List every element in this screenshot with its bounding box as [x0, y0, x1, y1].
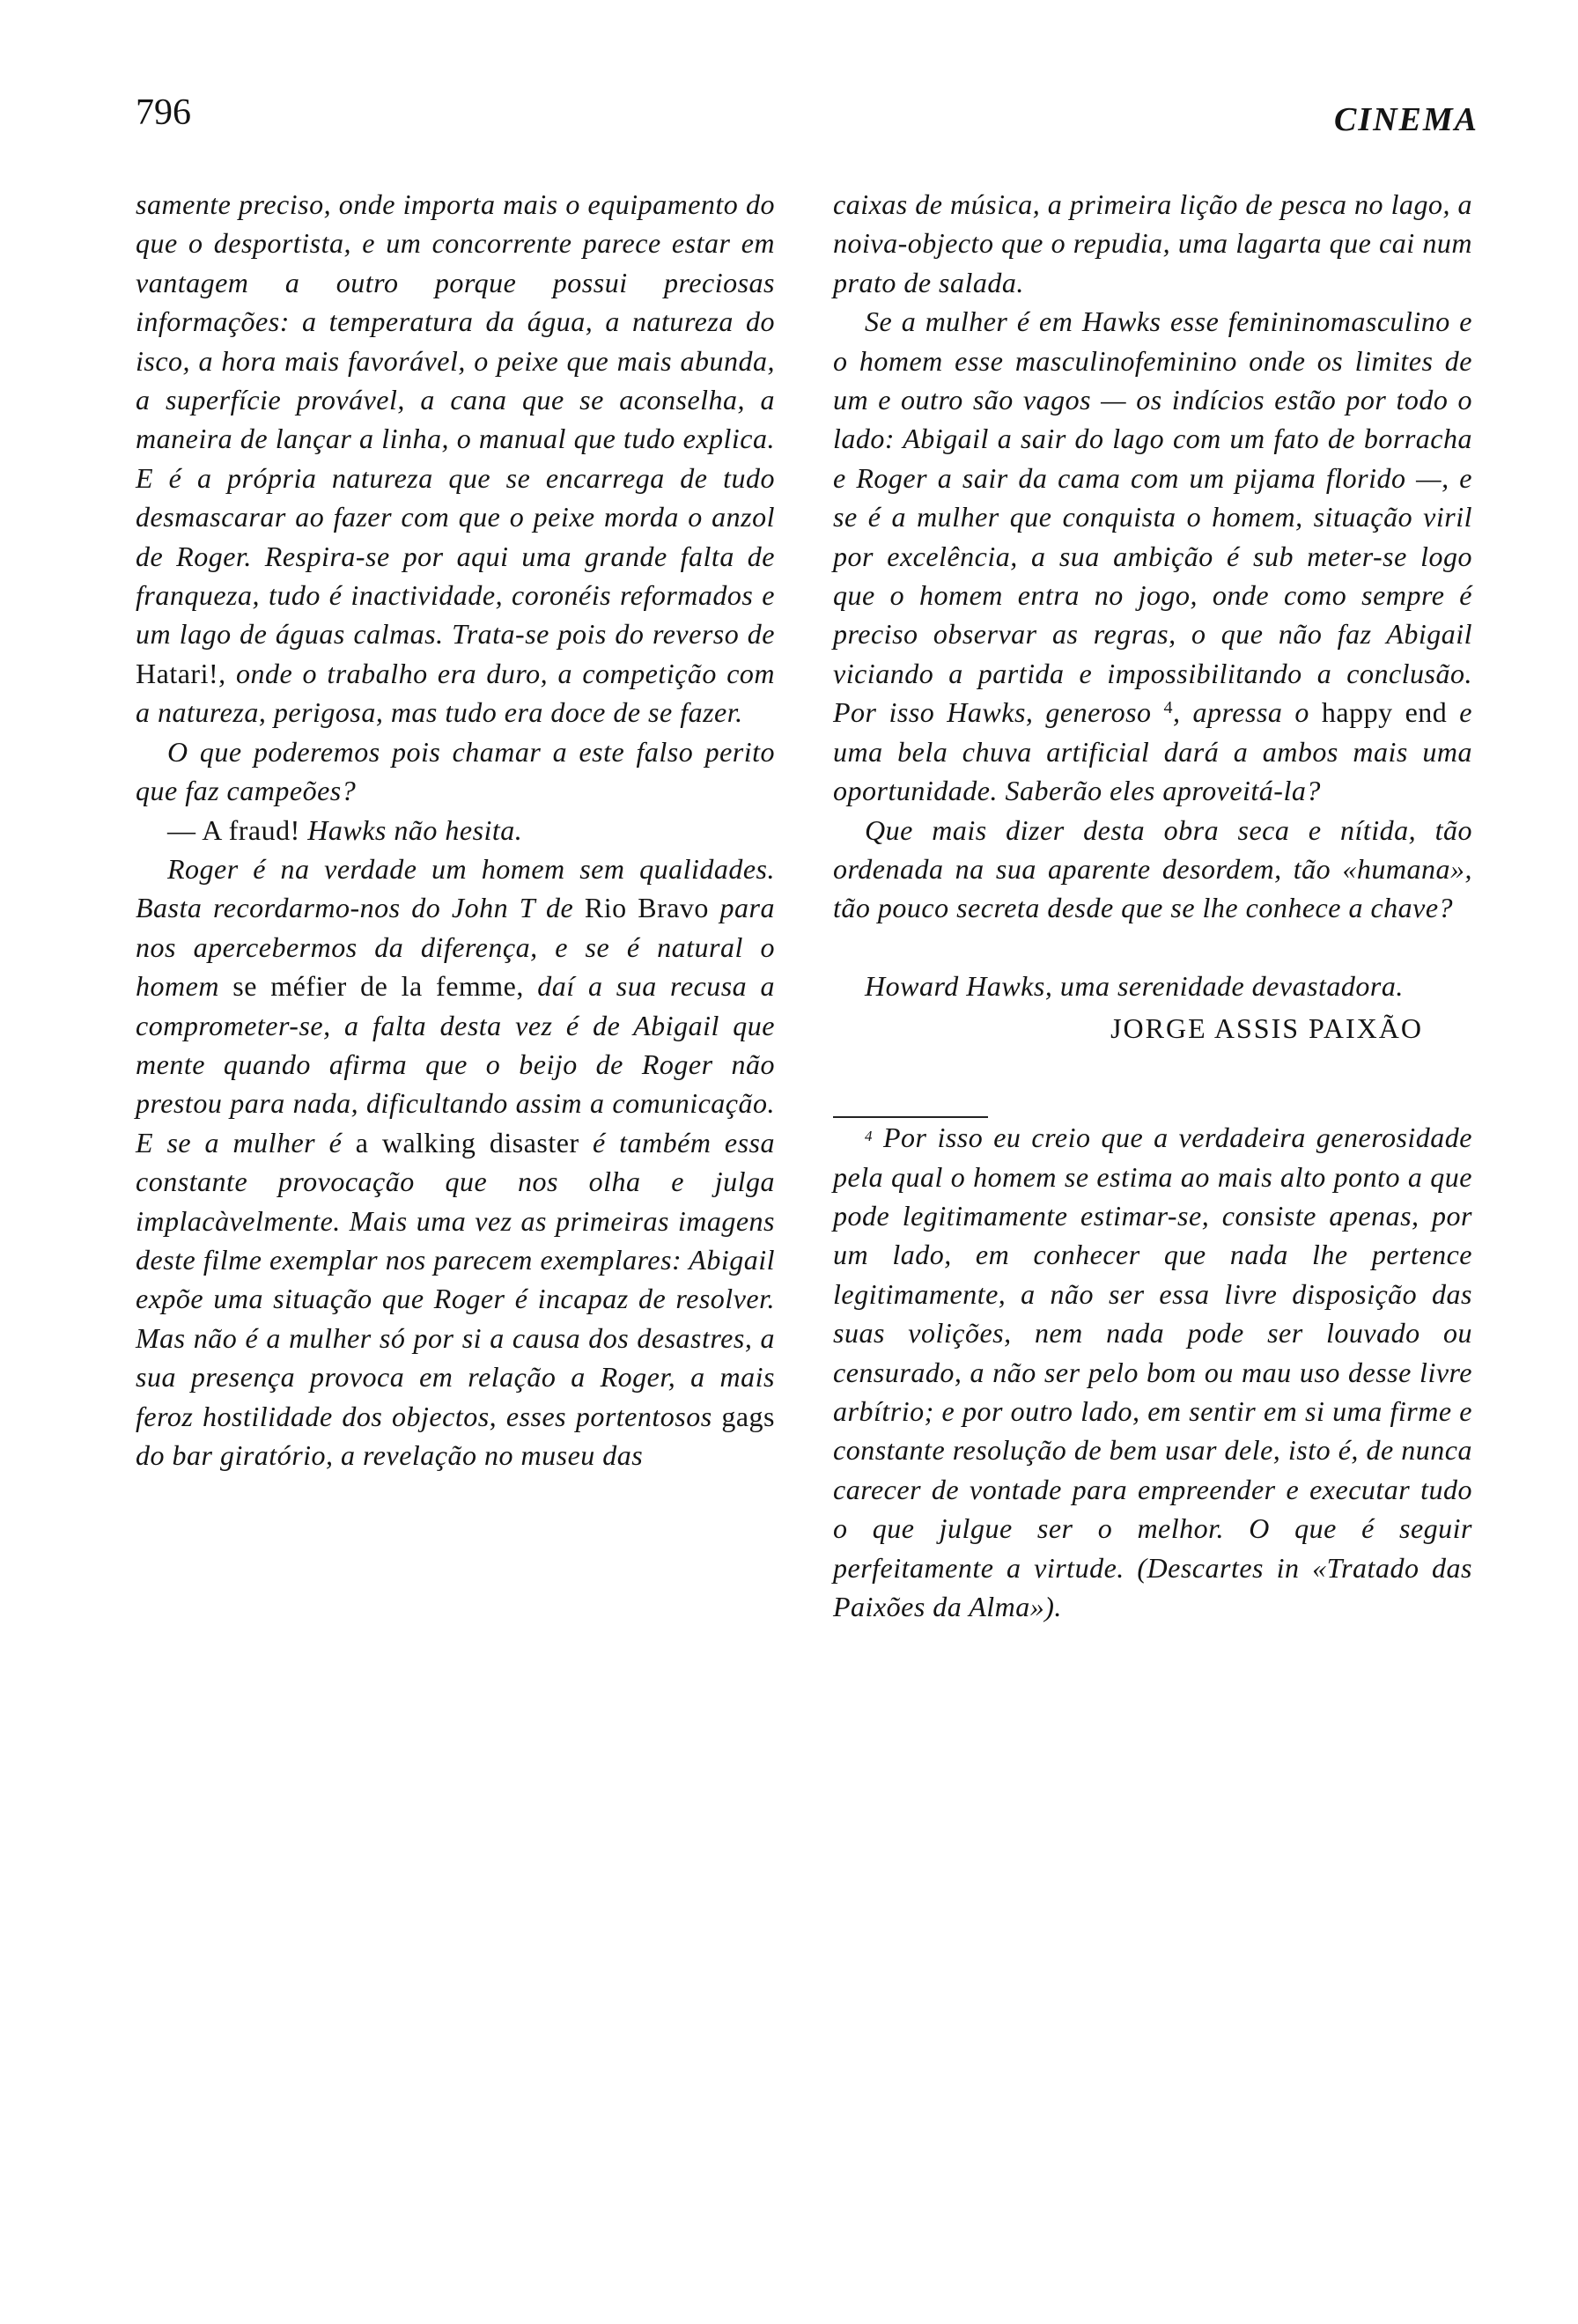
right-column: [833, 185, 1472, 1626]
paragraph: — A fraud! Hawks não hesita.: [167, 813, 523, 846]
paragraph: O que poderemos pois chamar a este falso perito que faz campeões?: [136, 735, 775, 807]
footnote-reference: 4: [1163, 698, 1174, 718]
paragraph: caixas de música, a primeira lição de pesca no lago, a noiva-objecto que o repudia, uma lagarta que cai num prato de salada.: [833, 188, 1472, 298]
paragraph: samente preciso, onde importa mais o equipamento do que o desportista, e um concorrente parece estar em vantagem a outro porque possui preciosas informações: a temperatura da água, a natureza do isco, a hora mais favorável, o peixe que mais abunda, a superfície provável, a cana que se aconselha, a maneira de lançar a linha, o manual que tudo explica. E é a própria natureza que se encarrega de tudo desmascarar ao fazer com que o peixe morda o anzol de Roger. Respira-se por aqui uma grande falta de franqueza, tudo é inactividade, coronéis reformados e um lago de águas calmas. Trata-se pois do reverso de Hatari!, onde o trabalho era duro, a competição com a natureza, perigosa, mas tudo era doce de se fazer.: [136, 188, 775, 729]
page-number: 796: [136, 92, 191, 133]
running-head: CINEMA: [1333, 101, 1478, 138]
author-signature: JORGE ASSIS PAIXÃO: [1110, 1012, 1423, 1045]
film-title: Rio Bravo: [584, 892, 709, 924]
film-title: Hatari!: [136, 657, 219, 689]
left-column: [136, 185, 775, 1475]
footnote: $^4$ Por isso eu creio que a verdadeira generosidade pela qual o homem se estima ao mais alto ponto a que pode legitimamente estimar-se, consiste apenas, por um lado, em conhecer que nada lhe pertence legitimamente, a não ser essa livre disposição das suas volições, nem nada pode ser louvado ou censurado, a não ser pelo bom ou mau uso desse livre arbítrio; e por outro lado, em sentir em si uma firme e constante resolução de bem usar dele, isto é, de nunca carecer de vontade para empreender e executar tudo o que julgue ser o melhor. O que é seguir perfeitamente a virtude. (Descartes in «Tratado das Paixões da Alma»).: [833, 1122, 1473, 1622]
footnote-marker: 4: [865, 1128, 873, 1145]
closing-line: Howard Hawks, uma serenidade devastadora.: [865, 969, 1404, 1002]
paragraph: Se a mulher é em Hawks esse femininomasculino e o homem esse masculinofeminino onde os limites de um e outro são vagos — os indícios estão por todo o lado: Abigail a sair do lago com um fato de borracha e Roger a sair da cama com um pijama florido —, e se é a mulher que conquista o homem, situação viril por excelência, a sua ambição é sub meter-se logo que o homem entra no jogo, onde como sempre é preciso observar as regras, o que não faz Abigail viciando a partida e impossibilitando a conclusão. Por isso Hawks, generoso $^4$, apressa o happy end e uma bela chuva artificial dará a ambos mais uma oportunidade. Saberão eles aproveitá-la?: [833, 305, 1473, 807]
paragraph: Que mais dizer desta obra seca e nítida, tão ordenada na sua aparente desordem, tão «humana», tão pouco secreta desde que se lhe conhece a chave?: [833, 813, 1472, 924]
paragraph: Roger é na verdade um homem sem qualidades. Basta recordarmo-nos do John T de Rio Bravo para nos apercebermos da diferença, e se é natural o homem se méfier de la femme, daí a sua recusa a comprometer-se, a falta desta vez é de Abigail que mente quando afirma que o beijo de Roger não prestou para nada, dificultando assim a comunicação. E se a mulher é a walking disaster é também essa constante provocação que nos olha e julga implacàvelmente. Mais uma vez as primeiras imagens deste filme exemplar nos parecem exemplares: Abigail expõe uma situação que Roger é incapaz de resolver. Mas não é a mulher só por si a causa dos desastres, a sua presença provoca em relação a Roger, a mais feroz hostilidade dos objectos, esses portentosos gags do bar giratório, a revelação no museu das: [136, 852, 776, 1471]
